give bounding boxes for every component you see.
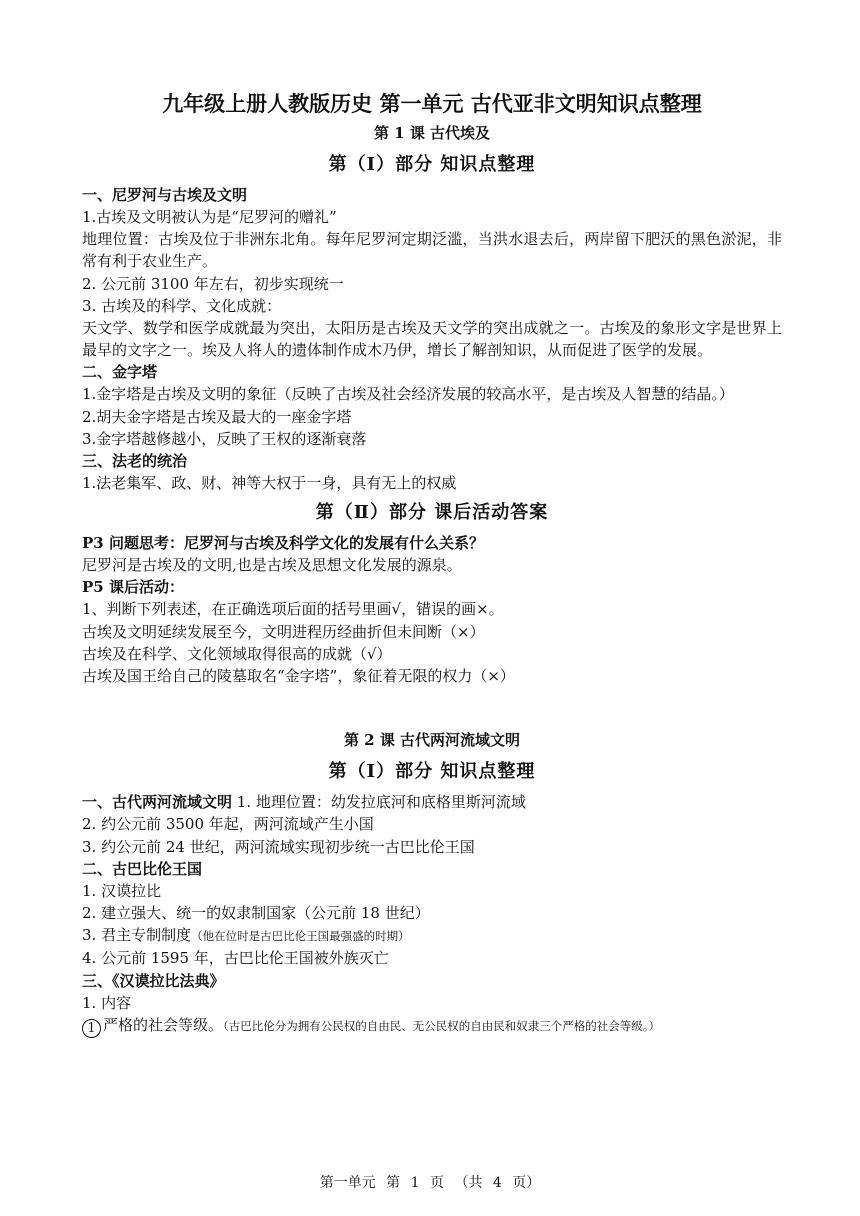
page-footer: 第一单元 第 1 页 （共 4 页） bbox=[319, 1175, 541, 1191]
paragraph bbox=[82, 1014, 782, 1038]
paragraph: 2. 公元前 3100 年左右，初步实现统一 bbox=[82, 274, 344, 293]
question-heading: P3 问题思考：尼罗河与古埃及科学文化的发展有什么关系？ bbox=[82, 534, 484, 553]
paragraph bbox=[82, 791, 782, 813]
paragraph: 2.胡夫金字塔是古埃及最大的一座金字塔 bbox=[82, 407, 352, 426]
answer-text: 尼罗河是古埃及的文明,也是古埃及思想文化发展的源泉。 bbox=[82, 556, 462, 575]
section-heading: 三、《汉谟拉比法典》 bbox=[82, 971, 225, 990]
lesson1-part1-title: 第（Ⅰ）部分 知识点整理 bbox=[328, 154, 536, 175]
lesson2-title: 第 2 课 古代两河流域文明 bbox=[343, 731, 521, 750]
paragraph: 天文学、数学和医学成就最为突出，太阳历是古埃及天文学的突出成就之一。古埃及的象形文字是世界上最早的文字之一。埃及人将人的遗体制作成木乃伊，增长了解剖知识，从而促进了医学的发展。 bbox=[82, 319, 782, 360]
paragraph: 地理位置：古埃及位于非洲东北角。每年尼罗河定期泛滥，当洪水退去后，两岸留下肥沃的黑色淤泥，非常有利于农业生产。 bbox=[82, 230, 782, 271]
paragraph: 1.金字塔是古埃及文明的象征（反映了古埃及社会经济发展的较高水平，是古埃及人智慧的结晶。） bbox=[82, 385, 734, 404]
paragraph: 3.金字塔越修越小，反映了王权的逐渐衰落 bbox=[82, 429, 367, 448]
paragraph: 1、判断下列表述，在正确选项后面的括号里画√，错误的画×。 bbox=[82, 600, 504, 619]
lesson1-part2-title: 第（Ⅱ）部分 课后活动答案 bbox=[315, 502, 549, 524]
note-text: （他在位时是古巴比伦王国最强盛的时期） bbox=[191, 929, 410, 944]
inline-text: 3. 君主专制制度 bbox=[82, 926, 192, 945]
paragraph: 古埃及文明延续发展至今，文明进程历经曲折但未间断（×） bbox=[82, 622, 485, 641]
circled-number-icon: 1 bbox=[82, 1019, 101, 1038]
lesson2-part1-title: 第（Ⅰ）部分 知识点整理 bbox=[328, 761, 536, 783]
paragraph: 1.法老集军、政、财、神等大权于一身，具有无上的权威 bbox=[82, 474, 457, 493]
paragraph: 3. 古埃及的科学、文化成就： bbox=[82, 296, 282, 315]
document-title: 九年级上册人教版历史 第一单元 古代亚非文明知识点整理 bbox=[162, 91, 702, 116]
section-gap bbox=[82, 687, 782, 727]
lesson1-title: 第 1 课 古代埃及 bbox=[373, 124, 491, 142]
note-text: （古巴比伦分为拥有公民权的自由民、无公民权的自由民和奴隶三个严格的社会等级。） bbox=[223, 1018, 661, 1033]
paragraph: 古埃及在科学、文化领域取得很高的成就（√） bbox=[82, 644, 392, 663]
paragraph: 1.古埃及文明被认为是“尼罗河的赠礼” bbox=[82, 208, 337, 226]
paragraph: 1. 汉谟拉比 bbox=[82, 881, 162, 900]
section-heading: 一、古代两河流域文明 bbox=[82, 793, 233, 812]
inline-text: 严格的社会等级。 bbox=[103, 1015, 224, 1034]
section-heading: 二、金字塔 bbox=[82, 363, 158, 382]
paragraph: 3. 约公元前 24 世纪，两河流域实现初步统一古巴比伦王国 bbox=[82, 837, 475, 856]
paragraph: 2. 建立强大、统一的奴隶制国家（公元前 18 世纪） bbox=[82, 904, 430, 923]
section-heading: 二、古巴比伦王国 bbox=[82, 859, 203, 878]
document-page bbox=[82, 88, 782, 1038]
paragraph bbox=[82, 924, 782, 947]
activity-heading: P5 课后活动： bbox=[82, 578, 184, 597]
section-heading: 三、法老的统治 bbox=[82, 452, 188, 471]
paragraph: 1. 内容 bbox=[82, 993, 132, 1012]
paragraph: 2. 约公元前 3500 年起，两河流域产生小国 bbox=[82, 815, 374, 834]
paragraph: 古埃及国王给自己的陵墓取名“金字塔”，象征着无限的权力（×） bbox=[82, 667, 515, 686]
inline-text: 1. 地理位置：幼发拉底河和底格里斯河流域 bbox=[232, 793, 526, 812]
section-heading: 一、尼罗河与古埃及文明 bbox=[82, 186, 248, 204]
paragraph: 4. 公元前 1595 年，古巴比伦王国被外族灭亡 bbox=[82, 949, 389, 968]
